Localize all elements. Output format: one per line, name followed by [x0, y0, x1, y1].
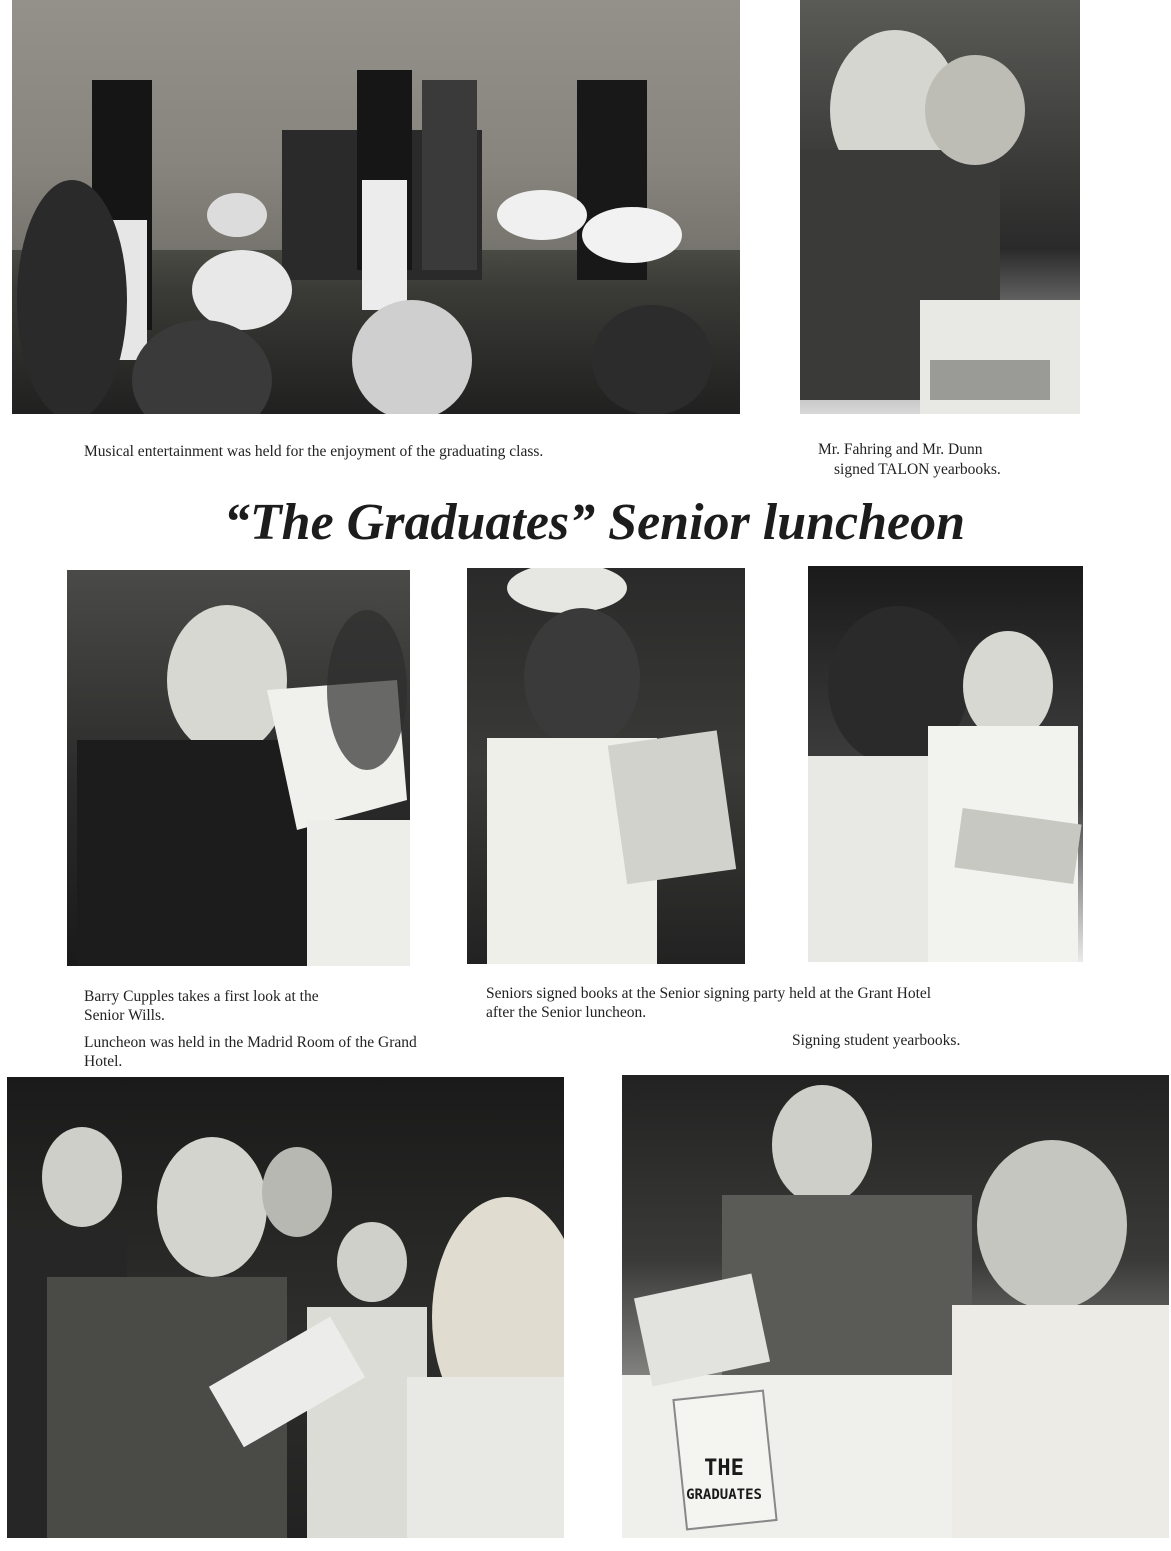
- caption-fahring-line2: signed TALON yearbooks.: [834, 461, 1001, 478]
- page-title: “The Graduates” Senior luncheon: [223, 494, 966, 551]
- booklet-text-graduates: GRADUATES: [686, 1487, 762, 1503]
- photo-students-signing: [7, 1077, 564, 1538]
- photo-signing-yearbooks: [808, 566, 1083, 962]
- caption-fahring-line1: Mr. Fahring and Mr. Dunn: [818, 441, 983, 458]
- photo-seniors-signing: [467, 568, 745, 964]
- caption-band: Musical entertainment was held for the enjoyment of the graduating class.: [84, 443, 544, 460]
- caption-luncheon-line2: Hotel.: [84, 1053, 123, 1070]
- photo-fahring-dunn: [800, 0, 1080, 414]
- photo-band: [12, 0, 740, 414]
- photo-barry-cupples: [67, 570, 410, 966]
- photo-teachers-signing: [622, 1075, 1169, 1538]
- booklet-text-the: THE: [704, 1456, 744, 1481]
- caption-signing: Signing student yearbooks.: [792, 1032, 961, 1049]
- caption-seniors-line1: Seniors signed books at the Senior signing party held at the Grant Hotel: [486, 985, 932, 1002]
- caption-seniors-line2: after the Senior luncheon.: [486, 1004, 647, 1021]
- caption-barry-line2: Senior Wills.: [84, 1007, 165, 1024]
- caption-luncheon-line1: Luncheon was held in the Madrid Room of the Grand: [84, 1034, 417, 1051]
- caption-barry-line1: Barry Cupples takes a first look at the: [84, 988, 319, 1005]
